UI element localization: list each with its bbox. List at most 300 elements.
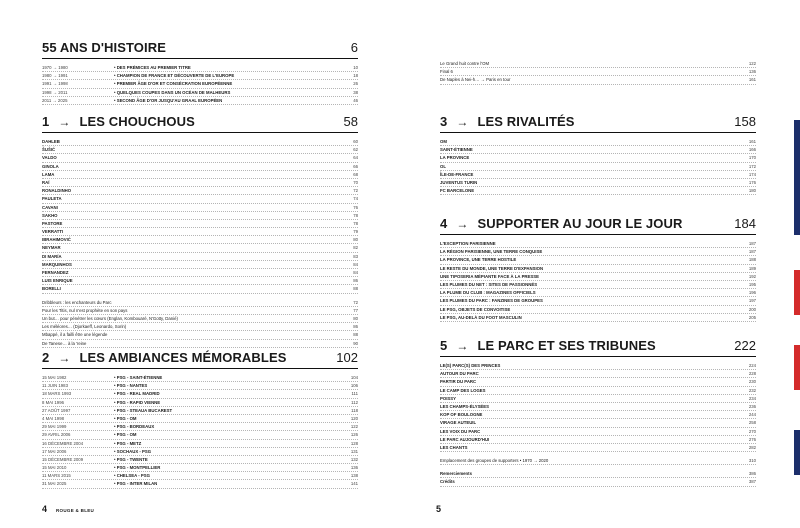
toc-label: • SECOND ÂGE D'OR JUSQU'AU GRAAL EUROPÉEN bbox=[114, 97, 223, 103]
toc-date: 16 DÉCEMBRE 2004 bbox=[42, 440, 84, 446]
section-title: LES AMBIANCES MÉMORABLES bbox=[79, 350, 287, 365]
toc-date: 8 MAI 1996 bbox=[42, 399, 64, 405]
toc-page: 88 bbox=[353, 286, 358, 292]
toc-row bbox=[42, 261, 358, 269]
toc-row bbox=[42, 228, 358, 236]
toc-date: 1970 → 1980 bbox=[42, 65, 68, 70]
toc-row bbox=[440, 457, 756, 465]
toc-row bbox=[440, 428, 756, 436]
toc-row bbox=[42, 244, 358, 252]
toc-label: • CHELSEA - PSG bbox=[114, 473, 150, 479]
toc-label: Dribbleurs : les enchanteurs du Parc bbox=[42, 299, 112, 305]
toc-row bbox=[440, 163, 756, 171]
toc-label: FERNANDEZ bbox=[42, 270, 69, 275]
toc-page: 72 bbox=[353, 299, 358, 305]
toc-label: CAVANI bbox=[42, 204, 58, 210]
toc-label: JUVENTUS TURIN bbox=[440, 179, 478, 185]
toc-label: LE PARC AUJOURD'HUI bbox=[440, 436, 490, 442]
toc-row bbox=[42, 269, 358, 277]
toc-date: 15 MAI 2010 bbox=[42, 465, 67, 471]
toc-page: 188 bbox=[748, 257, 756, 263]
toc-label: LES PLUMES DU PARC : FANZINES DE GROUPES bbox=[440, 298, 543, 304]
toc-label: AUTOUR DU PARC bbox=[440, 371, 479, 377]
toc-row bbox=[42, 187, 358, 195]
toc-page: 70 bbox=[353, 179, 358, 185]
toc-label: Mbappé, il a failli être une légende bbox=[42, 332, 108, 338]
toc-date: 17 MAI 2006 bbox=[42, 448, 67, 454]
toc-date: 15 DÉCEMBRE 2009 bbox=[42, 456, 84, 462]
section-page-number: 222 bbox=[734, 338, 756, 353]
toc-page: 80 bbox=[353, 237, 358, 243]
toc-label: De Tanese… à la 'reine bbox=[42, 340, 87, 346]
toc-row bbox=[42, 236, 358, 244]
toc-row bbox=[42, 480, 358, 488]
toc-page: 187 bbox=[748, 241, 756, 246]
section-rivalites bbox=[440, 114, 756, 195]
stripe-blue-3 bbox=[794, 195, 800, 235]
toc-row bbox=[42, 64, 358, 72]
toc-date: 29 AVRIL 2006 bbox=[42, 432, 71, 438]
toc-page: 86 bbox=[353, 324, 358, 330]
toc-label: NEYMAR bbox=[42, 245, 61, 251]
toc-label: • PSG - BORDEAUX bbox=[114, 424, 155, 430]
toc-page: 228 bbox=[748, 371, 756, 377]
toc-row bbox=[42, 285, 358, 293]
toc-label: OM bbox=[440, 139, 447, 144]
page-number: 5 bbox=[436, 504, 442, 514]
toc-page: 104 bbox=[350, 375, 358, 380]
toc-page: 86 bbox=[353, 278, 358, 284]
toc-row bbox=[42, 415, 358, 423]
toc-row bbox=[42, 472, 358, 480]
toc-page: 187 bbox=[748, 249, 756, 255]
toc-label: POISSY bbox=[440, 395, 456, 401]
section-page-number: 102 bbox=[336, 350, 358, 365]
toc-label: • PSG - OM bbox=[114, 432, 137, 438]
toc-label: SAINT-ÉTIENNE bbox=[440, 147, 473, 153]
chouchous-extras-list bbox=[42, 299, 358, 348]
toc-date: 1998 → 2011 bbox=[42, 89, 68, 95]
closing-list bbox=[440, 470, 756, 486]
toc-label: LA PROVINCE bbox=[440, 155, 470, 161]
toc-label: • DES PRÉMICES AU PREMIER TITRE bbox=[114, 65, 191, 70]
toc-page: 234 bbox=[748, 395, 756, 401]
toc-page: 72 bbox=[353, 188, 358, 194]
section-page-number: 6 bbox=[350, 40, 358, 55]
toc-page: 111 bbox=[351, 391, 358, 397]
toc-row bbox=[42, 315, 358, 323]
toc-page: 174 bbox=[748, 171, 756, 177]
toc-row bbox=[42, 407, 358, 415]
toc-page: 64 bbox=[353, 155, 358, 161]
toc-label: • PSG - METZ bbox=[114, 440, 142, 446]
toc-row bbox=[440, 154, 756, 162]
toc-page: 166 bbox=[748, 147, 756, 153]
toc-row bbox=[42, 195, 358, 203]
toc-row bbox=[440, 470, 756, 478]
toc-row bbox=[440, 138, 756, 146]
toc-date: 15 MAI 1982 bbox=[42, 375, 67, 380]
toc-row bbox=[440, 297, 756, 305]
toc-date: 31 MAI 2025 bbox=[42, 481, 67, 487]
toc-row bbox=[440, 411, 756, 419]
page-number: 4 bbox=[42, 504, 48, 514]
arrow-icon: → bbox=[456, 339, 469, 353]
toc-row bbox=[440, 248, 756, 256]
toc-page: 74 bbox=[353, 196, 358, 202]
toc-page: 83 bbox=[353, 253, 358, 259]
section-title: 55 ANS D'HISTOIRE bbox=[42, 40, 166, 55]
toc-label: • PSG - NANTES bbox=[114, 383, 148, 389]
toc-page: 106 bbox=[350, 383, 358, 389]
toc-page: 26 bbox=[353, 81, 358, 87]
toc-row bbox=[42, 331, 358, 339]
toc-page: 176 bbox=[748, 179, 756, 185]
toc-page: 90 bbox=[353, 340, 358, 346]
arrow-icon: → bbox=[58, 351, 71, 365]
toc-label: • PSG - TWENTE bbox=[114, 456, 148, 462]
arrow-icon: → bbox=[456, 217, 469, 231]
toc-label: BORELLI bbox=[42, 286, 61, 292]
toc-page: 10 bbox=[353, 65, 358, 70]
toc-row bbox=[42, 390, 358, 398]
toc-row bbox=[42, 253, 358, 261]
toc-page: 387 bbox=[748, 479, 756, 485]
section-ambiances bbox=[42, 350, 358, 489]
toc-label: LES VOIX DU PARC bbox=[440, 428, 481, 434]
toc-label: LA PROVINCE, UNE TERRE HOSTILE bbox=[440, 257, 517, 263]
toc-page: 141 bbox=[350, 481, 358, 487]
toc-page: 78 bbox=[353, 220, 358, 226]
toc-page: 132 bbox=[350, 456, 358, 462]
toc-row bbox=[440, 265, 756, 273]
toc-row bbox=[440, 436, 756, 444]
toc-row bbox=[440, 419, 756, 427]
toc-label: LES PLUMES DU NET : SITES DE PASSIONNÉS bbox=[440, 281, 538, 287]
toc-row bbox=[42, 323, 358, 331]
toc-page: 192 bbox=[748, 273, 756, 279]
toc-page: 80 bbox=[353, 315, 358, 321]
section-title: SUPPORTER AU JOUR LE JOUR bbox=[477, 216, 683, 231]
toc-label: De Naples à Nei-h… → Paris en tour bbox=[440, 77, 511, 83]
toc-row bbox=[440, 68, 756, 76]
toc-page: 68 bbox=[353, 171, 358, 177]
toc-row bbox=[42, 299, 358, 307]
toc-label: VALDO bbox=[42, 155, 57, 161]
toc-row bbox=[42, 146, 358, 154]
section-parc bbox=[440, 338, 756, 487]
toc-label: RAÍ bbox=[42, 179, 50, 185]
section-page-number: 158 bbox=[734, 114, 756, 129]
toc-page: 276 bbox=[748, 436, 756, 442]
toc-row bbox=[42, 179, 358, 187]
toc-page: 128 bbox=[350, 440, 358, 446]
toc-row bbox=[42, 138, 358, 146]
toc-row bbox=[440, 478, 756, 486]
toc-label: VERRATTI bbox=[42, 229, 64, 235]
toc-label: • PSG - OM bbox=[114, 415, 137, 421]
toc-label: KOP OF BOULOGNE bbox=[440, 412, 483, 418]
toc-label: Les méléores… (Djorkaeff, Leonardo, Sorin) bbox=[42, 324, 127, 330]
history-list bbox=[42, 64, 358, 105]
toc-row bbox=[42, 448, 358, 456]
section-history bbox=[42, 40, 358, 105]
toc-label: Crédits bbox=[440, 479, 455, 485]
toc-page: 282 bbox=[748, 444, 756, 450]
toc-page: 195 bbox=[748, 281, 756, 287]
toc-page: 120 bbox=[350, 415, 358, 421]
toc-row bbox=[42, 456, 358, 464]
section-title: LES CHOUCHOUS bbox=[79, 114, 195, 129]
section-header bbox=[42, 40, 358, 59]
toc-row bbox=[440, 444, 756, 452]
toc-row bbox=[42, 220, 358, 228]
toc-page: 196 bbox=[748, 290, 756, 296]
toc-label: • PSG - REAL MADRID bbox=[114, 391, 160, 397]
toc-row bbox=[42, 212, 358, 220]
toc-page: 122 bbox=[748, 61, 756, 66]
toc-label: FC BARCELONE bbox=[440, 188, 475, 194]
toc-date: 29 MAI 1999 bbox=[42, 424, 67, 430]
toc-row bbox=[42, 154, 358, 162]
toc-label: PASTORE bbox=[42, 220, 63, 226]
toc-label: LE RESTE DU MONDE, UNE TERRE D'EXPANSION bbox=[440, 265, 544, 271]
toc-row bbox=[42, 340, 358, 348]
toc-page: 84 bbox=[353, 261, 358, 267]
toc-page: 112 bbox=[351, 399, 358, 405]
parc-extras-list bbox=[440, 457, 756, 465]
toc-page: 136 bbox=[748, 69, 756, 75]
toc-row bbox=[42, 464, 358, 472]
matches-list bbox=[42, 374, 358, 489]
toc-label: Emplacement des groupes de supporters • 1970 → 2020 bbox=[440, 458, 549, 464]
toc-label: LE PSG, OBJETS DE CONVOITISE bbox=[440, 306, 511, 312]
toc-row bbox=[42, 374, 358, 382]
toc-page: 200 bbox=[748, 306, 756, 312]
toc-label: GINOLA bbox=[42, 163, 59, 169]
toc-page: 244 bbox=[748, 412, 756, 418]
section-page-number: 184 bbox=[734, 216, 756, 231]
toc-page: 205 bbox=[748, 314, 756, 320]
toc-page: 310 bbox=[748, 458, 756, 464]
toc-page: 76 bbox=[353, 204, 358, 210]
toc-row bbox=[42, 97, 358, 105]
toc-date: 27 AOÛT 1997 bbox=[42, 407, 71, 413]
toc-row bbox=[42, 277, 358, 285]
toc-page: 232 bbox=[748, 387, 756, 393]
supporter-list bbox=[440, 240, 756, 322]
top-extras-list bbox=[440, 60, 756, 85]
toc-page: 78 bbox=[353, 212, 358, 218]
toc-label: RONALDINHO bbox=[42, 188, 72, 194]
toc-page: 88 bbox=[353, 332, 358, 338]
toc-label: IBRAHIMOVIĆ bbox=[42, 237, 71, 243]
toc-page: 386 bbox=[748, 471, 756, 477]
rivalites-list bbox=[440, 138, 756, 195]
section-number: 2 bbox=[42, 350, 50, 365]
toc-row bbox=[42, 440, 358, 448]
section-header bbox=[440, 338, 756, 357]
parc-list bbox=[440, 362, 756, 452]
toc-row bbox=[440, 187, 756, 195]
toc-page: 270 bbox=[748, 428, 756, 434]
toc-label: • PSG - STEAUA BUCAREST bbox=[114, 407, 173, 413]
toc-row bbox=[440, 281, 756, 289]
toc-page: 172 bbox=[748, 163, 756, 169]
toc-date: 4 MAI 1998 bbox=[42, 415, 64, 421]
toc-page: 258 bbox=[748, 420, 756, 426]
toc-row bbox=[440, 146, 756, 154]
toc-page: 161 bbox=[748, 77, 756, 83]
arrow-icon: → bbox=[58, 115, 71, 129]
toc-row bbox=[42, 204, 358, 212]
toc-label: • PSG - RAPID VIENNE bbox=[114, 399, 161, 405]
toc-label: UNE TIPOSERIA MÉPIANTE FACE À LA PRESSE bbox=[440, 273, 539, 279]
toc-page: 236 bbox=[748, 403, 756, 409]
toc-row bbox=[42, 72, 358, 80]
toc-label: • PSG - INTER MILAN bbox=[114, 481, 158, 487]
section-header bbox=[42, 114, 358, 133]
toc-page: 38 bbox=[353, 89, 358, 95]
toc-page: 138 bbox=[350, 473, 358, 479]
toc-row bbox=[440, 240, 756, 248]
section-page-number: 58 bbox=[343, 114, 358, 129]
stripe-red-2 bbox=[794, 345, 800, 390]
toc-page: 66 bbox=[353, 163, 358, 169]
section-header bbox=[440, 114, 756, 133]
toc-page: 118 bbox=[351, 407, 358, 413]
toc-label: LE(S) PARC(S) DES PRINCES bbox=[440, 363, 501, 368]
toc-label: LAMA bbox=[42, 171, 55, 177]
toc-row bbox=[440, 171, 756, 179]
toc-label: LUIS ENRIQUE bbox=[42, 278, 73, 284]
section-header bbox=[42, 350, 358, 369]
toc-row bbox=[42, 382, 358, 390]
toc-label: • SOCHAUX - PSG bbox=[114, 448, 152, 454]
toc-row bbox=[42, 431, 358, 439]
toc-label: • CHAMPION DE FRANCE ET DÉCOUVERTE DE L'EUROPE bbox=[114, 73, 235, 79]
toc-label: Remerciements bbox=[440, 471, 473, 477]
stripe-blue-2 bbox=[794, 160, 800, 195]
toc-label: LE PSG, AU-DELÀ DU FOOT MASCULIN bbox=[440, 314, 522, 320]
toc-row bbox=[42, 307, 358, 315]
toc-row bbox=[440, 395, 756, 403]
toc-page: 62 bbox=[353, 147, 358, 153]
toc-page: 180 bbox=[748, 188, 756, 194]
toc-page: 82 bbox=[353, 245, 358, 251]
toc-row bbox=[440, 403, 756, 411]
players-list bbox=[42, 138, 358, 294]
toc-label: Final 6 bbox=[440, 69, 453, 75]
toc-page: 77 bbox=[353, 307, 358, 313]
toc-label: DI MARÍA bbox=[42, 253, 62, 259]
toc-date: 2011 → 2025 bbox=[42, 97, 68, 103]
section-number: 5 bbox=[440, 338, 448, 353]
toc-label: LE CAMP DES LOGES bbox=[440, 387, 486, 393]
toc-page: 122 bbox=[350, 424, 358, 430]
toc-page: 79 bbox=[353, 229, 358, 235]
toc-label: PARTIR DU PARC bbox=[440, 379, 477, 385]
toc-label: Le Grand huit contre l'OM bbox=[440, 61, 490, 66]
section-chouchous bbox=[42, 114, 358, 348]
toc-label: • PSG - MONTPELLIER bbox=[114, 465, 161, 471]
toc-label: LA RÉGION PARISIENNE, UNE TERRE CONQUISE bbox=[440, 249, 543, 255]
toc-label: SAKHO bbox=[42, 212, 58, 218]
toc-row bbox=[440, 306, 756, 314]
toc-row bbox=[42, 80, 358, 88]
toc-label: LA PLUME DU CLUB : MAGAZINES OFFICIELS bbox=[440, 290, 536, 296]
toc-row bbox=[42, 171, 358, 179]
toc-row bbox=[42, 399, 358, 407]
toc-date: 11 MARS 2015 bbox=[42, 473, 71, 479]
stripe-blue-1 bbox=[794, 120, 800, 160]
stripe-blue-4 bbox=[794, 430, 800, 475]
toc-label: • QUELQUES COUPES DANS UN OCÉAN DE MALHEURS bbox=[114, 89, 231, 95]
toc-date: 1980 → 1991 bbox=[42, 73, 68, 79]
toc-date: 11 JUIN 1983 bbox=[42, 383, 68, 389]
section-header bbox=[440, 216, 756, 235]
toc-label: LES CHAMPS-ÉLYSÉES bbox=[440, 403, 490, 409]
toc-label: VIRAGE AUTEUIL bbox=[440, 420, 477, 426]
toc-page: 161 bbox=[748, 139, 756, 144]
toc-row bbox=[440, 387, 756, 395]
toc-page: 189 bbox=[748, 265, 756, 271]
section-number: 1 bbox=[42, 114, 50, 129]
toc-row bbox=[42, 163, 358, 171]
toc-row bbox=[440, 60, 756, 68]
toc-row bbox=[440, 378, 756, 386]
toc-date: 18 MARS 1993 bbox=[42, 391, 72, 397]
toc-row bbox=[440, 370, 756, 378]
toc-row bbox=[440, 362, 756, 370]
toc-row bbox=[42, 423, 358, 431]
toc-label: PAULETA bbox=[42, 196, 62, 202]
section-number: 3 bbox=[440, 114, 448, 129]
toc-page: 131 bbox=[350, 448, 358, 454]
toc-label: MARQUINHOS bbox=[42, 261, 72, 267]
toc-page: 84 bbox=[353, 270, 358, 275]
toc-row bbox=[440, 179, 756, 187]
toc-page: 60 bbox=[353, 139, 358, 144]
toc-page: 170 bbox=[748, 155, 756, 161]
toc-label: ŠUŠIĆ bbox=[42, 147, 56, 153]
toc-date: 1991 → 1998 bbox=[42, 81, 68, 87]
toc-label: Un but… pour pénétrer les cœurs (Englan, Kombouaré, N'Gotty, Danié) bbox=[42, 315, 178, 321]
toc-label: • PREMIER ÂGE D'OR ET CONSÉCRATION EUROPÉENNE bbox=[114, 81, 233, 87]
toc-label: OL bbox=[440, 163, 446, 169]
toc-page: 197 bbox=[748, 298, 756, 304]
toc-label: • PSG - SAINT-ÉTIENNE bbox=[114, 375, 163, 380]
section-title: LE PARC ET SES TRIBUNES bbox=[477, 338, 656, 353]
toc-label: Pour les Titis, nul n'est prophète en son pays bbox=[42, 307, 128, 313]
right-page bbox=[400, 0, 800, 528]
toc-row bbox=[440, 273, 756, 281]
toc-page: 224 bbox=[748, 363, 756, 368]
toc-row bbox=[440, 314, 756, 322]
section-number: 4 bbox=[440, 216, 448, 231]
arrow-icon: → bbox=[456, 115, 469, 129]
toc-page: 18 bbox=[353, 73, 358, 79]
section-supporter bbox=[440, 216, 756, 322]
stripe-red-1 bbox=[794, 270, 800, 315]
toc-row bbox=[440, 256, 756, 264]
toc-page: 126 bbox=[350, 432, 358, 438]
running-title: ROUGE & BLEU bbox=[56, 508, 95, 513]
section-top-extras bbox=[440, 60, 756, 85]
toc-row bbox=[440, 76, 756, 84]
toc-page: 46 bbox=[353, 97, 358, 103]
toc-row bbox=[42, 89, 358, 97]
